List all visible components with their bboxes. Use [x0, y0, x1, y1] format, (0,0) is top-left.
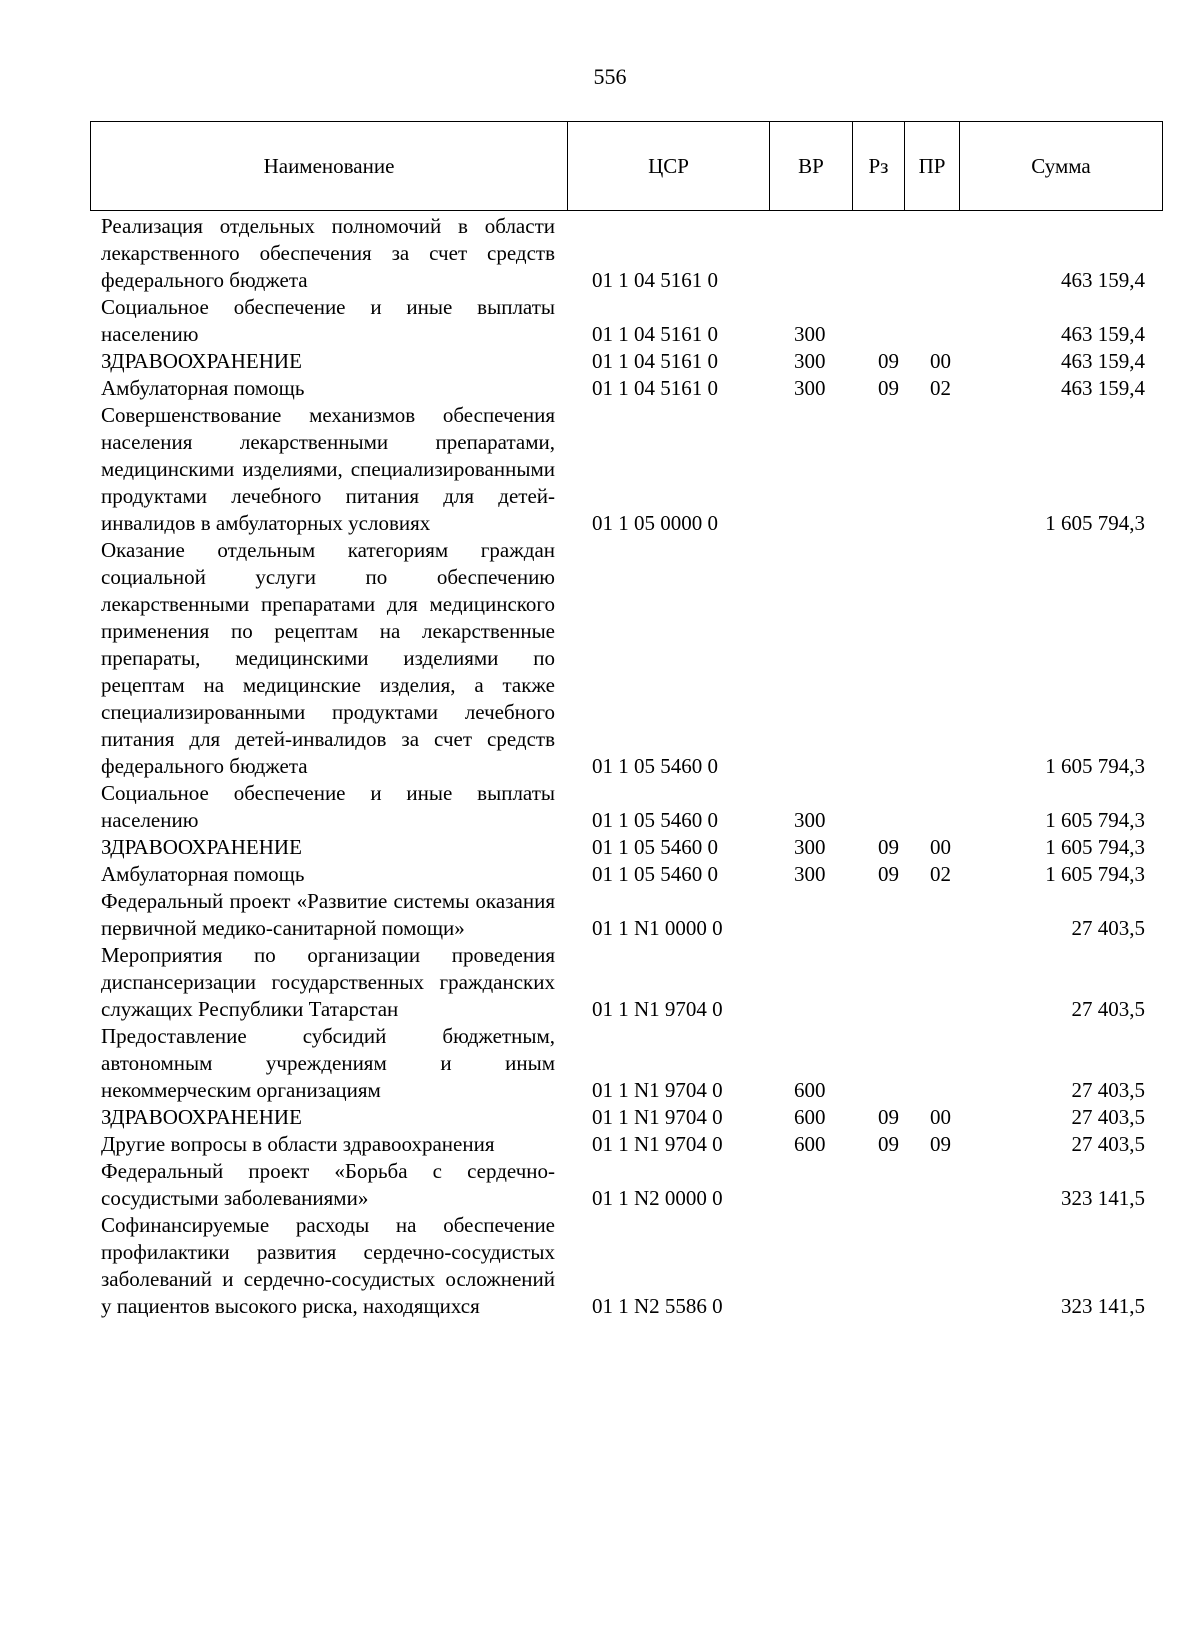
- row-rz: 09: [878, 376, 899, 400]
- row-csr: 01 1 04 5161 0: [592, 376, 718, 400]
- table-row: [0, 375, 1200, 402]
- row-sum: 1 605 794,3: [1045, 511, 1145, 535]
- row-sum: 323 141,5: [1061, 1294, 1145, 1318]
- row-csr: 01 1 N1 9704 0: [592, 1078, 723, 1102]
- row-csr: 01 1 05 5460 0: [592, 754, 718, 778]
- row-sum: 27 403,5: [1071, 1132, 1145, 1156]
- table-row: [0, 861, 1200, 888]
- row-csr: 01 1 04 5161 0: [592, 349, 718, 373]
- row-name: Совершенствование механизмов обеспечения населения лекарственными препаратами, медицинскими изделиями, специализированными продуктами лечебного питания для детей-инвалидов в амбулаторных условиях: [101, 403, 555, 535]
- table-row: [0, 348, 1200, 375]
- row-vr: 300: [794, 835, 826, 859]
- table-row: [0, 213, 1200, 294]
- table-row: [0, 1158, 1200, 1212]
- row-csr: 01 1 05 0000 0: [592, 511, 718, 535]
- row-name: ЗДРАВООХРАНЕНИЕ: [101, 835, 302, 859]
- row-vr: 300: [794, 349, 826, 373]
- row-pr: 02: [930, 376, 951, 400]
- row-sum: 463 159,4: [1061, 268, 1145, 292]
- row-csr: 01 1 N1 9704 0: [592, 1105, 723, 1129]
- row-name: Софинансируемые расходы на обеспечение профилактики развития сердечно-сосудистых заболеваний и сердечно-сосудистых осложнений у пациентов высокого риска, находящихся: [101, 1213, 555, 1318]
- table-row: [0, 888, 1200, 942]
- row-csr: 01 1 05 5460 0: [592, 808, 718, 832]
- table-body: [0, 213, 1200, 1320]
- row-name: Социальное обеспечение и иные выплаты населению: [101, 295, 555, 346]
- row-rz: 09: [878, 862, 899, 886]
- row-pr: 00: [930, 835, 951, 859]
- row-name: Амбулаторная помощь: [101, 862, 305, 886]
- row-name: Амбулаторная помощь: [101, 376, 305, 400]
- row-pr: 02: [930, 862, 951, 886]
- table-row: [0, 294, 1200, 348]
- table-row: [0, 537, 1200, 780]
- row-csr: 01 1 05 5460 0: [592, 835, 718, 859]
- row-csr: 01 1 N1 9704 0: [592, 1132, 723, 1156]
- row-name: Оказание отдельным категориям граждан социальной услуги по обеспечению лекарственными препаратами для медицинского применения по рецептам на лекарственные препараты, медицинскими изделиями по рецептам на медицинские изделия, а также специализированными продуктами лечебного питания для детей-инвалидов за счет средств федерального бюджета: [101, 538, 555, 778]
- row-name: Федеральный проект «Развитие системы оказания первичной медико-санитарной помощи»: [101, 889, 555, 940]
- row-csr: 01 1 N2 5586 0: [592, 1294, 723, 1318]
- row-sum: 1 605 794,3: [1045, 835, 1145, 859]
- row-sum: 1 605 794,3: [1045, 808, 1145, 832]
- row-csr: 01 1 04 5161 0: [592, 268, 718, 292]
- table-header: [90, 121, 1163, 211]
- row-rz: 09: [878, 1105, 899, 1129]
- table-row: [0, 1104, 1200, 1131]
- row-vr: 300: [794, 322, 826, 346]
- row-vr: 600: [794, 1105, 826, 1129]
- row-sum: 27 403,5: [1071, 1078, 1145, 1102]
- row-rz: 09: [878, 835, 899, 859]
- row-name: Реализация отдельных полномочий в области лекарственного обеспечения за счет средств федерального бюджета: [101, 214, 555, 292]
- header-sum: Сумма: [960, 122, 1163, 211]
- row-name: ЗДРАВООХРАНЕНИЕ: [101, 349, 302, 373]
- row-name: Федеральный проект «Борьба с сердечно-сосудистыми заболеваниями»: [101, 1159, 555, 1210]
- header-csr: ЦСР: [568, 122, 770, 211]
- header-name: Наименование: [91, 122, 568, 211]
- row-vr: 300: [794, 376, 826, 400]
- row-sum: 463 159,4: [1061, 322, 1145, 346]
- row-rz: 09: [878, 1132, 899, 1156]
- row-name: Мероприятия по организации проведения диспансеризации государственных гражданских служащих Республики Татарстан: [101, 943, 555, 1021]
- row-name: ЗДРАВООХРАНЕНИЕ: [101, 1105, 302, 1129]
- row-vr: 600: [794, 1132, 826, 1156]
- row-sum: 1 605 794,3: [1045, 754, 1145, 778]
- row-name: Предоставление субсидий бюджетным, автономным учреждениям и иным некоммерческим организациям: [101, 1024, 555, 1102]
- row-pr: 00: [930, 1105, 951, 1129]
- row-vr: 300: [794, 862, 826, 886]
- header-vr: ВР: [770, 122, 853, 211]
- header-pr: ПР: [905, 122, 960, 211]
- row-csr: 01 1 N1 9704 0: [592, 997, 723, 1021]
- row-sum: 1 605 794,3: [1045, 862, 1145, 886]
- row-csr: 01 1 04 5161 0: [592, 322, 718, 346]
- row-pr: 00: [930, 349, 951, 373]
- row-vr: 600: [794, 1078, 826, 1102]
- row-pr: 09: [930, 1132, 951, 1156]
- row-vr: 300: [794, 808, 826, 832]
- table-row: [0, 1131, 1200, 1158]
- row-csr: 01 1 05 5460 0: [592, 862, 718, 886]
- table-row: [0, 402, 1200, 537]
- row-csr: 01 1 N2 0000 0: [592, 1186, 723, 1210]
- row-csr: 01 1 N1 0000 0: [592, 916, 723, 940]
- row-name: Другие вопросы в области здравоохранения: [101, 1132, 495, 1156]
- page-number: 556: [593, 64, 627, 89]
- row-sum: 323 141,5: [1061, 1186, 1145, 1210]
- header-rz: Рз: [853, 122, 905, 211]
- table-row: [0, 1023, 1200, 1104]
- row-sum: 463 159,4: [1061, 376, 1145, 400]
- row-sum: 27 403,5: [1071, 916, 1145, 940]
- row-rz: 09: [878, 349, 899, 373]
- table-row: [0, 942, 1200, 1023]
- row-sum: 463 159,4: [1061, 349, 1145, 373]
- table-row: [0, 780, 1200, 834]
- table-row: [0, 1212, 1200, 1320]
- table-row: [0, 834, 1200, 861]
- row-name: Социальное обеспечение и иные выплаты населению: [101, 781, 555, 832]
- row-sum: 27 403,5: [1071, 1105, 1145, 1129]
- row-sum: 27 403,5: [1071, 997, 1145, 1021]
